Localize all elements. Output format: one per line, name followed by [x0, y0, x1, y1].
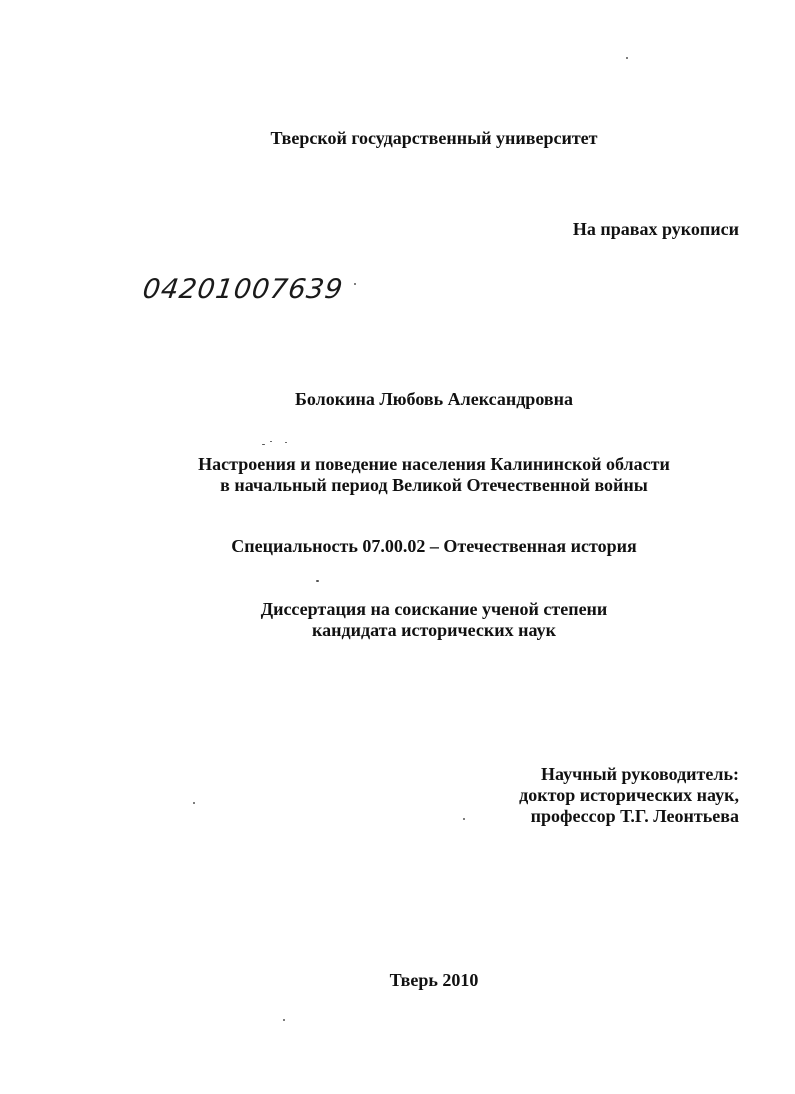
scan-speck	[193, 802, 195, 804]
specialty: Специальность 07.00.02 – Отечественная история	[231, 536, 637, 556]
degree-line-2: кандидата исторических наук	[312, 620, 556, 640]
scan-speck	[283, 1019, 285, 1021]
dissertation-title-line-1: Настроения и поведение населения Калининской области	[198, 454, 670, 474]
supervisor-label: Научный руководитель:	[541, 764, 739, 784]
place-and-year: Тверь 2010	[389, 970, 479, 990]
scan-speck	[463, 818, 465, 820]
handwritten-registration-number: 04201007639	[140, 274, 346, 305]
supervisor-name: профессор Т.Г. Леонтьева	[530, 806, 739, 826]
scan-speck	[316, 580, 319, 582]
scan-speck	[270, 441, 272, 442]
degree-line-1: Диссертация на соискание ученой степени	[260, 599, 608, 619]
scan-speck	[354, 283, 356, 285]
university-name: Тверской государственный университет	[270, 128, 598, 148]
supervisor-degree: доктор исторических наук,	[519, 785, 739, 805]
scan-speck	[262, 444, 265, 445]
scan-speck	[285, 442, 287, 443]
dissertation-title-line-2: в начальный период Великой Отечественной войны	[220, 475, 648, 495]
author-name: Болокина Любовь Александровна	[295, 389, 573, 409]
manuscript-note: На правах рукописи	[572, 219, 739, 239]
scan-speck	[626, 57, 628, 59]
